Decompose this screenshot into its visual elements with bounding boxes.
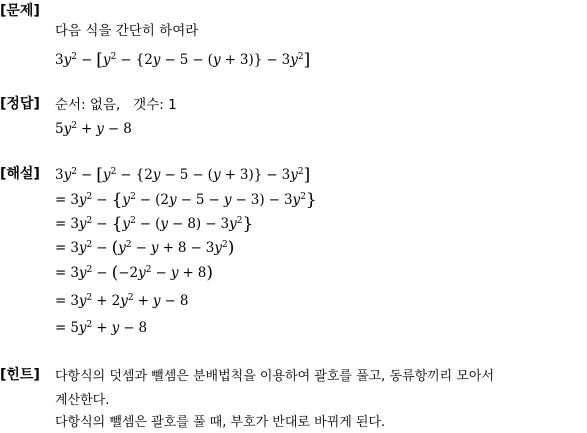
solution-step-2: = $3y^2 - \{y^2 - (2y - 5 - y - 3) - 3y^2\}$ [55,190,317,210]
answer-expression: $5y^2 + y - 8$ [55,121,132,137]
solution-step-6: = $3y^2 + 2y^2 + y - 8$ [55,293,189,309]
solution-step-1: $3y^2 - [y^2 - \{2y - 5 - (y + 3)\} - 3y^2]$ [55,165,311,185]
solution-label: [해설] [0,166,40,182]
answer-label: [정답] [0,96,40,112]
solution-step-7: = $5y^2 + y - 8$ [55,320,148,336]
hint-line-2: 계산한다. [55,393,110,408]
problem-label: [문제] [0,3,40,19]
hint-label: [힌트] [0,367,40,383]
hint-line-1: 다항식의 덧셈과 뺄셈은 분배법칙을 이용하여 괄호를 풀고, 동류항끼리 모아서 [55,369,495,384]
solution-step-3: = $3y^2 - \{y^2 - (y - 8) - 3y^2\}$ [55,214,254,234]
solution-step-4: = $3y^2 - (y^2 - y + 8 - 3y^2)$ [55,238,235,258]
hint-line-3: 다항식의 뺄셈은 괄호를 풀 때, 부호가 반대로 바뀌게 된다. [55,415,386,430]
problem-expression: $3y^2 - [y^2 - \{2y - 5 - (y + 3)\} - 3y^2]$ [55,50,311,70]
solution-step-5: = $3y^2 - (-2y^2 - y + 8)$ [55,263,214,283]
problem-instruction: 다음 식을 간단히 하여라 [55,23,199,39]
answer-meta: 순서: 없음, 갯수: 1 [55,97,177,113]
